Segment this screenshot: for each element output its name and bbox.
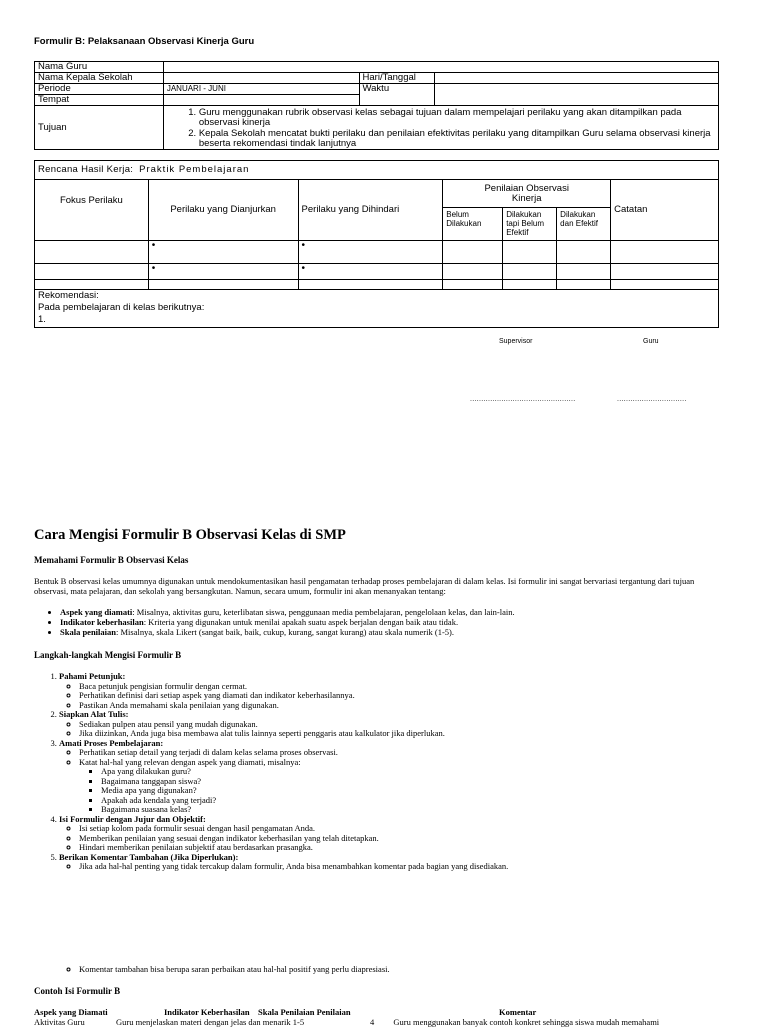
- list-item: ◦ Pastikan Anda memahami skala penilaian yang digunakan.: [79, 701, 734, 711]
- fokus-cell-2[interactable]: [35, 264, 149, 280]
- dihindari-cell-1[interactable]: •: [298, 241, 443, 264]
- nama-guru-label: Nama Guru: [35, 62, 164, 73]
- periode-label: Periode: [35, 84, 164, 95]
- hari-tanggal-label: Hari/Tanggal: [359, 73, 434, 84]
- article-title: Cara Mengisi Formulir B Observasi Kelas di SMP: [34, 527, 346, 543]
- list-item: ◦ Sediakan pulpen atau pensil yang mudah digunakan.: [79, 720, 734, 730]
- supervisor-signature-line[interactable]: ...............................................: [470, 396, 576, 403]
- waktu-field[interactable]: [434, 84, 719, 106]
- step-item: 1. Pahami Petunjuk: ◦ Baca petunjuk pengisian formulir dengan cermat. ◦ Perhatikan definisi dari setiap aspek yang diamati dan indikator keberhasilannya. ◦ Pastikan Anda memahami skala penilaian yang digunakan.: [59, 672, 734, 710]
- col-fokus-perilaku: Fokus Perilaku: [35, 180, 149, 241]
- nama-kepala-field[interactable]: [163, 73, 359, 84]
- col-catatan: Catatan: [611, 180, 719, 241]
- tempat-field[interactable]: [163, 95, 359, 106]
- col-penilaian-observasi: Penilaian Observasi Kinerja: [443, 180, 611, 208]
- guru-label: Guru: [643, 338, 659, 345]
- tapi-cell-2[interactable]: [503, 264, 557, 280]
- list-item: ◦ Katat hal-hal yang relevan dengan aspek yang diamati, misalnya: ▪ Apa yang dilakukan guru? ▪ Bagaimana tanggapan siswa? ▪ Media apa yang digunakan? ▪ Apakah ada kendala yang terjadi? ▪ Bagaimana suasana kelas?: [79, 758, 734, 815]
- tujuan-item-1: 1. Guru menggunakan rubrik observasi kelas sebagai tujuan dalam mempelajari perilaku yang akan ditampilkan pada observasi kinerja: [199, 107, 715, 128]
- list-item: ◦ Jika ada hal-hal penting yang tidak tercakup dalam formulir, Anda bisa menambahkan komentar pada bagian yang disediakan.: [79, 862, 734, 872]
- fokus-cell-1[interactable]: [35, 241, 149, 264]
- list-item: ▪ Apakah ada kendala yang terjadi?: [101, 796, 734, 806]
- belum-cell-3[interactable]: [443, 280, 503, 290]
- step-item: 3. Amati Proses Pembelajaran: ◦ Perhatikan setiap detail yang terjadi di dalam kelas selama proses observasi. ◦ Katat hal-hal yang relevan dengan aspek yang diamati, misalnya: ▪ Apa yang dilakukan guru? ▪ Bagaimana tanggapan siswa? ▪ Media apa yang digunakan? ▪ Apakah ada kendala yang terjadi? ▪ Bagaimana suasana kelas?: [59, 739, 734, 815]
- tapi-cell-1[interactable]: [503, 241, 557, 264]
- list-item: ▪ Bagaimana tanggapan siswa?: [101, 777, 734, 787]
- list-item: ◦ Jika diizinkan, Anda juga bisa membawa alat tulis lainnya seperti penggaris atau kalkulator jika diperlukan.: [79, 729, 734, 739]
- col-dilakukan-efektif: Dilakukan dan Efektif: [557, 208, 611, 241]
- efektif-cell-2[interactable]: [557, 264, 611, 280]
- periode-value: JANUARI - JUNI: [163, 84, 359, 95]
- catatan-cell-3[interactable]: [611, 280, 719, 290]
- step-item: 4. Isi Formulir dengan Jujur dan Objektif: ◦ Isi setiap kolom pada formulir sesuai dengan hasil pengamatan Anda. ◦ Memberikan penilaian yang sesuai dengan indikator keberhasilan yang telah ditetapkan. ◦ Hindari memberikan penilaian subjektif atau berdasarkan prasangka.: [59, 815, 734, 853]
- extra-comment-list: [34, 964, 734, 974]
- observation-table: [34, 160, 719, 328]
- list-item: • Skala penilaian: Misalnya, skala Likert (sangat baik, baik, cukup, kurang, sangat kurang) atau skala numerik (1-5).: [60, 627, 734, 637]
- section-heading-contoh: Contoh Isi Formulir B: [34, 986, 121, 996]
- list-item: ◦ Hindari memberikan penilaian subjektif atau berdasarkan prasangka.: [79, 843, 734, 853]
- example-table: [34, 1007, 734, 1027]
- dianjurkan-cell-1[interactable]: •: [148, 241, 298, 264]
- tapi-cell-3[interactable]: [503, 280, 557, 290]
- list-item: ▪ Apa yang dilakukan guru?: [101, 767, 734, 777]
- efektif-cell-3[interactable]: [557, 280, 611, 290]
- dihindari-cell-2[interactable]: •: [298, 264, 443, 280]
- dianjurkan-cell-3[interactable]: [148, 280, 298, 290]
- section-paragraph: Bentuk B observasi kelas umumnya digunakan untuk mendokumentasikan hasil pengamatan terhadap proses pembelajaran di dalam kelas. Isi formulir ini sangat bervariasi tergantung dari tujuan observasi, mata pelajaran, dan sekolah yang bersangkutan. Namun, secara umum, formulir ini akan menanyakan tentang:: [34, 576, 695, 596]
- col-perilaku-dihindari: Perilaku yang Dihindari: [298, 180, 443, 241]
- steps-list: [34, 672, 734, 872]
- col-belum-dilakukan: Belum Dilakukan: [443, 208, 503, 241]
- list-item: ◦ Baca petunjuk pengisian formulir dengan cermat.: [79, 682, 734, 692]
- catatan-cell-2[interactable]: [611, 264, 719, 280]
- step-item: 5. Berikan Komentar Tambahan (Jika Diperlukan): ◦ Jika ada hal-hal penting yang tidak tercakup dalam formulir, Anda bisa menambahkan komentar pada bagian yang disediakan.: [59, 853, 734, 872]
- list-item: ◦ Isi setiap kolom pada formulir sesuai dengan hasil pengamatan Anda.: [79, 824, 734, 834]
- list-item: ◦ Perhatikan setiap detail yang terjadi di dalam kelas selama proses observasi.: [79, 748, 734, 758]
- section-heading-memahami: Memahami Formulir B Observasi Kelas: [34, 555, 189, 565]
- rekomendasi-pada: Pada pembelajaran di kelas berikutnya:: [38, 302, 205, 313]
- example-header-komentar: Komentar: [499, 1007, 537, 1017]
- form-title: Formulir B: Pelaksanaan Observasi Kinerja Guru: [34, 36, 255, 47]
- example-cell-indikator: Guru menjelaskan materi dengan jelas dan menarik 1-5: [116, 1017, 305, 1027]
- info-table: [34, 61, 719, 150]
- belum-cell-1[interactable]: [443, 241, 503, 264]
- tempat-label: Tempat: [35, 95, 164, 106]
- catatan-cell-1[interactable]: [611, 241, 719, 264]
- dihindari-cell-3[interactable]: [298, 280, 443, 290]
- example-cell-aspek: Aktivitas Guru: [34, 1017, 85, 1027]
- list-item: • Aspek yang diamati: Misalnya, aktivitas guru, keterlibatan siswa, penggunaan media pembelajaran, pengelolaan kelas, dan lain-lain.: [60, 607, 734, 617]
- list-item: ◦ Komentar tambahan bisa berupa saran perbaikan atau hal-hal positif yang perlu diapresiasi.: [79, 964, 734, 974]
- tujuan-item-2: 2. Kepala Sekolah mencatat bukti perilaku dan penilaian efektivitas perilaku yang ditampilkan Guru selama observasi kinerja beserta rekomendasi tindak lanjutnya: [199, 128, 715, 149]
- nama-guru-field[interactable]: [163, 62, 718, 73]
- col-dilakukan-belum-efektif: Dilakukan tapi Belum Efektif: [503, 208, 557, 241]
- dianjurkan-cell-2[interactable]: •: [148, 264, 298, 280]
- supervisor-label: Supervisor: [499, 338, 533, 345]
- rencana-hasil-kerja: Rencana Hasil Kerja: Praktik Pembelajaran: [35, 161, 719, 180]
- section-heading-langkah: Langkah-langkah Mengisi Formulir B: [34, 650, 182, 660]
- step-item: 2. Siapkan Alat Tulis: ◦ Sediakan pulpen atau pensil yang mudah digunakan. ◦ Jika diizinkan, Anda juga bisa membawa alat tulis lainnya seperti penggaris atau kalkulator jika diperlukan.: [59, 710, 734, 739]
- list-item: ◦ Memberikan penilaian yang sesuai dengan indikator keberhasilan yang telah ditetapkan.: [79, 834, 734, 844]
- example-cell-skala: 4: [370, 1017, 375, 1027]
- rekomendasi-label: Rekomendasi:: [38, 290, 99, 301]
- list-item: ▪ Bagaimana suasana kelas?: [101, 805, 734, 815]
- belum-cell-2[interactable]: [443, 264, 503, 280]
- example-header-indikator: Indikator Keberhasilan: [164, 1007, 250, 1017]
- nama-kepala-label: Nama Kepala Sekolah: [35, 73, 164, 84]
- waktu-label: Waktu: [359, 84, 434, 106]
- col-perilaku-dianjurkan: Perilaku yang Dianjurkan: [148, 180, 298, 241]
- example-cell-komentar: 4 Guru menggunakan banyak contoh konkret sehingga siswa mudah memahami: [370, 1017, 660, 1027]
- rekomendasi-item-1: 1.: [38, 314, 46, 325]
- tujuan-cell: [163, 106, 718, 150]
- efektif-cell-1[interactable]: [557, 241, 611, 264]
- list-item: • Indikator keberhasilan: Kriteria yang digunakan untuk menilai apakah suatu aspek berjalan dengan baik atau tidak.: [60, 617, 734, 627]
- example-header-skala: Skala Penilaian Penilaian: [258, 1007, 351, 1017]
- fokus-cell-3[interactable]: [35, 280, 149, 290]
- hari-tanggal-field[interactable]: [434, 73, 719, 84]
- list-item: ▪ Media apa yang digunakan?: [101, 786, 734, 796]
- rekomendasi-cell[interactable]: [35, 290, 719, 328]
- list-item: ◦ Perhatikan definisi dari setiap aspek yang diamati dan indikator keberhasilannya.: [79, 691, 734, 701]
- example-header-aspek: Aspek yang Diamati: [34, 1007, 108, 1017]
- tujuan-label: Tujuan: [35, 106, 164, 150]
- guru-signature-line[interactable]: ...............................: [617, 396, 687, 403]
- aspect-bullet-list: [34, 607, 734, 637]
